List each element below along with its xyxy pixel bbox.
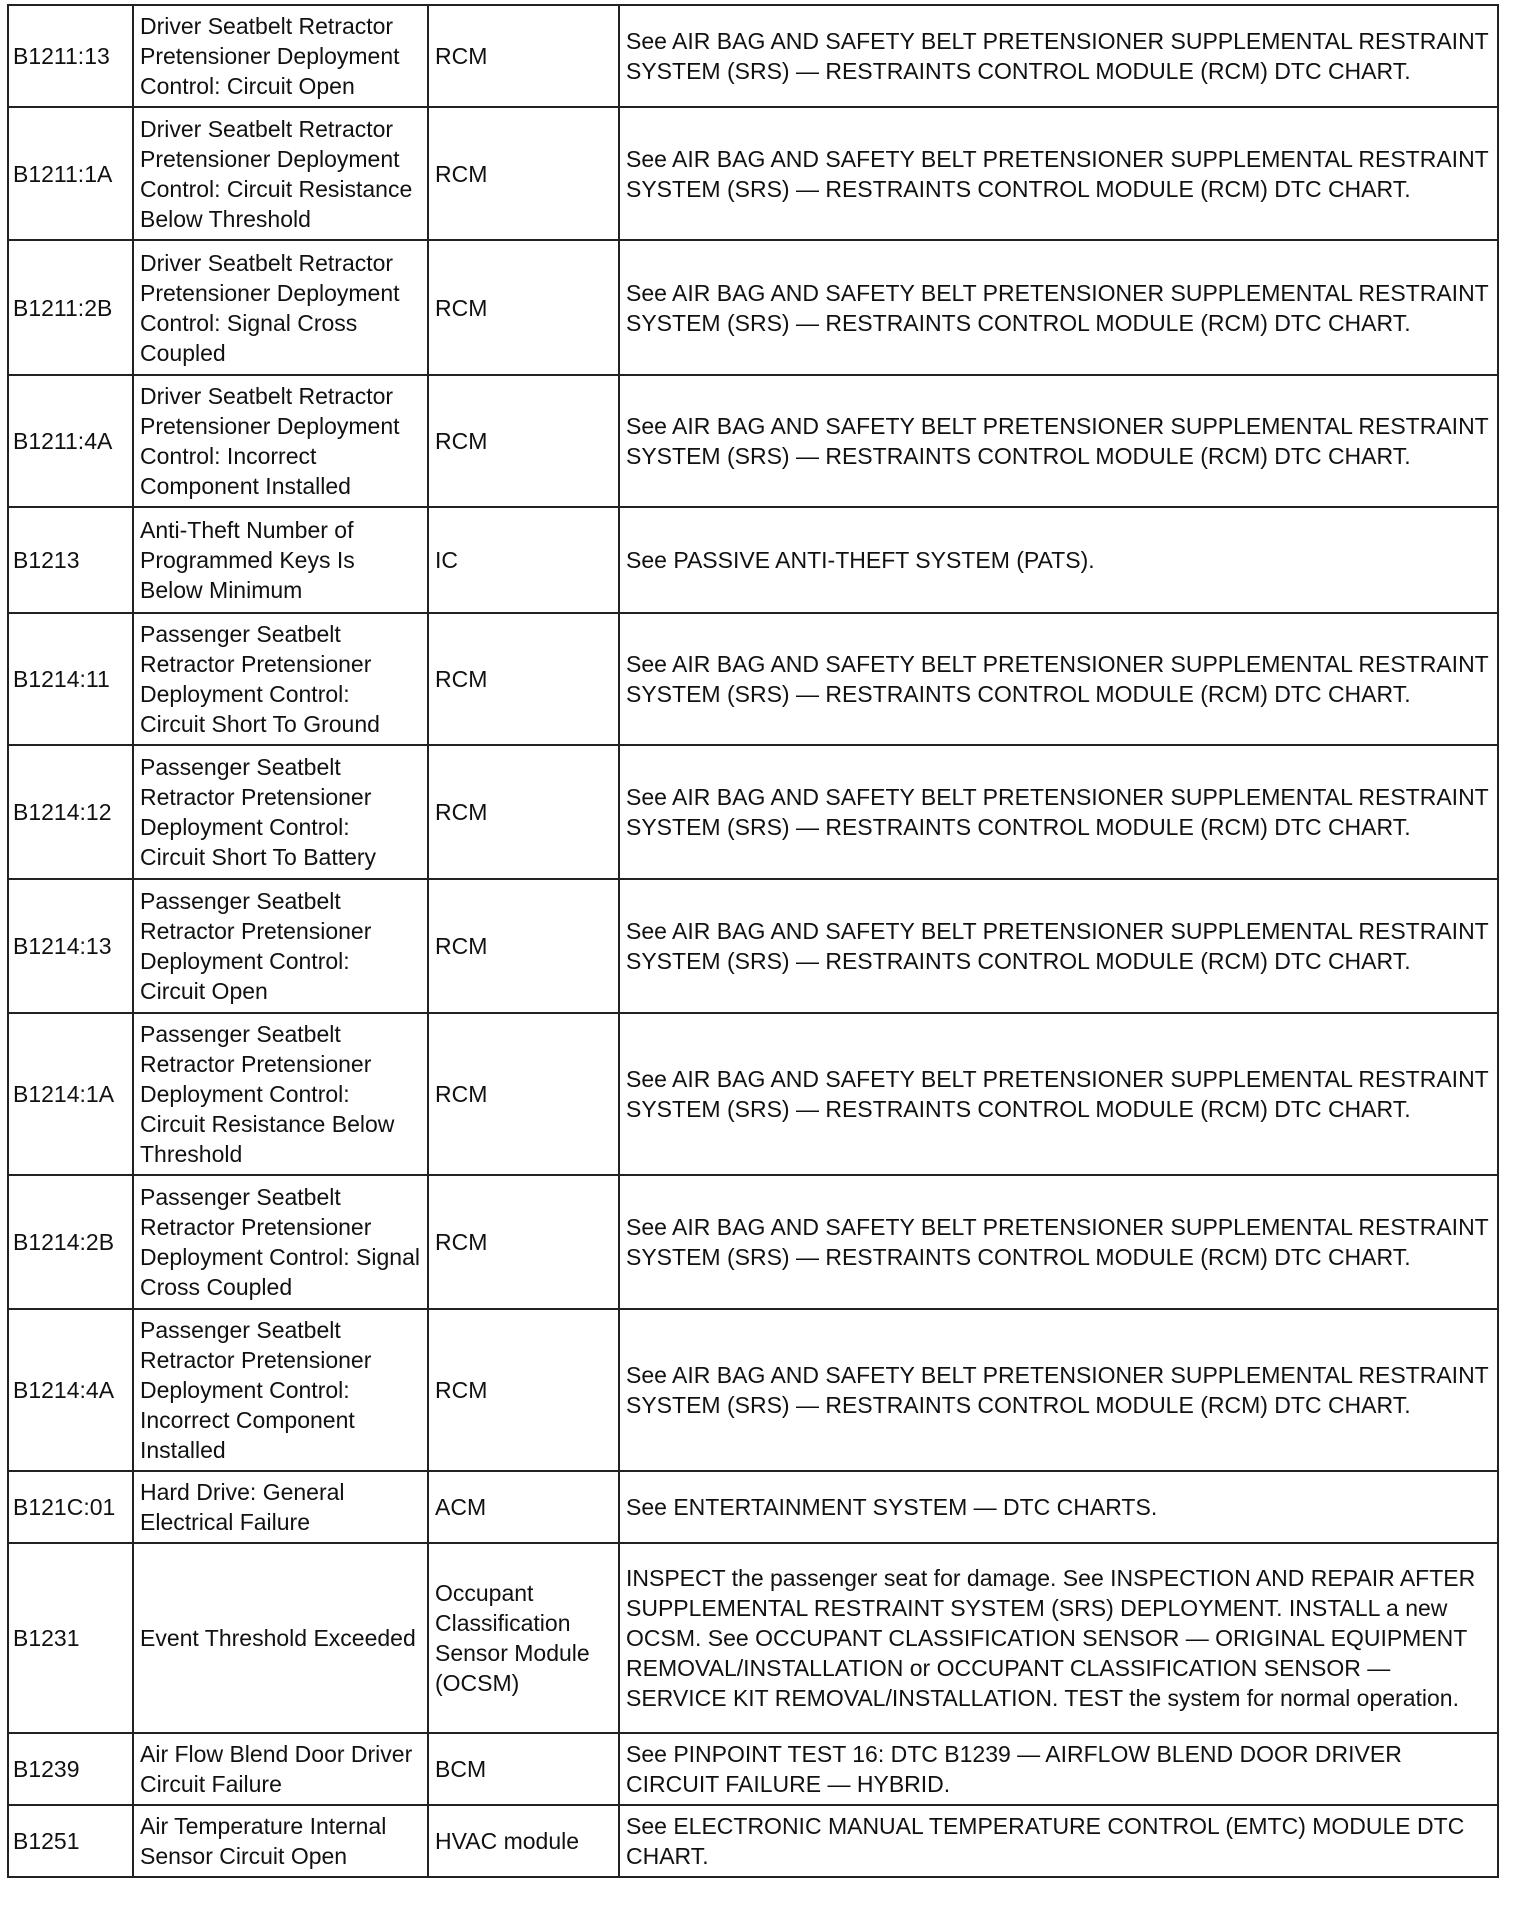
module-cell: RCM bbox=[428, 1013, 619, 1175]
description-cell: Anti-Theft Number of Programmed Keys Is Below Minimum bbox=[133, 507, 428, 613]
action-cell: See AIR BAG AND SAFETY BELT PRETENSIONER SUPPLEMENTAL RESTRAINT SYSTEM (SRS) — RESTRAINTS CONTROL MODULE (RCM) DTC CHART. bbox=[619, 375, 1498, 507]
dtc-code-cell: B1214:2B bbox=[8, 1175, 133, 1309]
module-cell: RCM bbox=[428, 745, 619, 879]
action-cell: See AIR BAG AND SAFETY BELT PRETENSIONER SUPPLEMENTAL RESTRAINT SYSTEM (SRS) — RESTRAINTS CONTROL MODULE (RCM) DTC CHART. bbox=[619, 613, 1498, 745]
table-row bbox=[8, 1805, 1498, 1877]
table-row bbox=[8, 1471, 1498, 1543]
module-cell: RCM bbox=[428, 613, 619, 745]
module-cell: Occupant Classification Sensor Module (OCSM) bbox=[428, 1543, 619, 1733]
table-row bbox=[8, 613, 1498, 745]
action-cell: See PASSIVE ANTI-THEFT SYSTEM (PATS). bbox=[619, 507, 1498, 613]
description-cell: Hard Drive: General Electrical Failure bbox=[133, 1471, 428, 1543]
description-cell: Driver Seatbelt Retractor Pretensioner Deployment Control: Incorrect Component Installed bbox=[133, 375, 428, 507]
dtc-code-cell: B1211:1A bbox=[8, 107, 133, 240]
dtc-code-cell: B1211:13 bbox=[8, 5, 133, 107]
action-cell: INSPECT the passenger seat for damage. See INSPECTION AND REPAIR AFTER SUPPLEMENTAL RESTRAINT SYSTEM (SRS) DEPLOYMENT. INSTALL a new OCSM. See OCCUPANT CLASSIFICATION SENSOR — ORIGINAL EQUIPMENT REMOVAL/INSTALLATION or OCCUPANT CLASSIFICATION SENSOR — SERVICE KIT REMOVAL/INSTALLATION. TEST the system for normal operation. bbox=[619, 1543, 1498, 1733]
description-cell: Passenger Seatbelt Retractor Pretensioner Deployment Control: Circuit Short To Ground bbox=[133, 613, 428, 745]
dtc-code-cell: B1214:11 bbox=[8, 613, 133, 745]
description-cell: Air Flow Blend Door Driver Circuit Failure bbox=[133, 1733, 428, 1805]
module-cell: RCM bbox=[428, 107, 619, 240]
module-cell: IC bbox=[428, 507, 619, 613]
dtc-code-cell: B1239 bbox=[8, 1733, 133, 1805]
description-cell: Driver Seatbelt Retractor Pretensioner Deployment Control: Circuit Resistance Below Threshold bbox=[133, 107, 428, 240]
module-cell: RCM bbox=[428, 1175, 619, 1309]
table-row bbox=[8, 5, 1498, 107]
action-cell: See ELECTRONIC MANUAL TEMPERATURE CONTROL (EMTC) MODULE DTC CHART. bbox=[619, 1805, 1498, 1877]
table-row bbox=[8, 240, 1498, 375]
description-cell: Air Temperature Internal Sensor Circuit Open bbox=[133, 1805, 428, 1877]
description-cell: Driver Seatbelt Retractor Pretensioner Deployment Control: Signal Cross Coupled bbox=[133, 240, 428, 375]
dtc-code-cell: B1214:1A bbox=[8, 1013, 133, 1175]
description-cell: Passenger Seatbelt Retractor Pretensioner Deployment Control: Circuit Resistance Below Threshold bbox=[133, 1013, 428, 1175]
dtc-code-cell: B1211:4A bbox=[8, 375, 133, 507]
table-row bbox=[8, 745, 1498, 879]
description-cell: Passenger Seatbelt Retractor Pretensioner Deployment Control: Circuit Short To Battery bbox=[133, 745, 428, 879]
action-cell: See AIR BAG AND SAFETY BELT PRETENSIONER SUPPLEMENTAL RESTRAINT SYSTEM (SRS) — RESTRAINTS CONTROL MODULE (RCM) DTC CHART. bbox=[619, 879, 1498, 1013]
description-cell: Passenger Seatbelt Retractor Pretensioner Deployment Control: Incorrect Component Installed bbox=[133, 1309, 428, 1471]
table-row bbox=[8, 107, 1498, 240]
table-row bbox=[8, 1733, 1498, 1805]
action-cell: See AIR BAG AND SAFETY BELT PRETENSIONER SUPPLEMENTAL RESTRAINT SYSTEM (SRS) — RESTRAINTS CONTROL MODULE (RCM) DTC CHART. bbox=[619, 5, 1498, 107]
action-cell: See ENTERTAINMENT SYSTEM — DTC CHARTS. bbox=[619, 1471, 1498, 1543]
action-cell: See AIR BAG AND SAFETY BELT PRETENSIONER SUPPLEMENTAL RESTRAINT SYSTEM (SRS) — RESTRAINTS CONTROL MODULE (RCM) DTC CHART. bbox=[619, 1309, 1498, 1471]
dtc-table-body bbox=[8, 5, 1498, 1877]
description-cell: Event Threshold Exceeded bbox=[133, 1543, 428, 1733]
action-cell: See AIR BAG AND SAFETY BELT PRETENSIONER SUPPLEMENTAL RESTRAINT SYSTEM (SRS) — RESTRAINTS CONTROL MODULE (RCM) DTC CHART. bbox=[619, 1013, 1498, 1175]
table-row bbox=[8, 375, 1498, 507]
module-cell: HVAC module bbox=[428, 1805, 619, 1877]
module-cell: RCM bbox=[428, 1309, 619, 1471]
description-cell: Driver Seatbelt Retractor Pretensioner Deployment Control: Circuit Open bbox=[133, 5, 428, 107]
module-cell: BCM bbox=[428, 1733, 619, 1805]
table-row bbox=[8, 1175, 1498, 1309]
action-cell: See AIR BAG AND SAFETY BELT PRETENSIONER SUPPLEMENTAL RESTRAINT SYSTEM (SRS) — RESTRAINTS CONTROL MODULE (RCM) DTC CHART. bbox=[619, 745, 1498, 879]
dtc-code-cell: B1214:13 bbox=[8, 879, 133, 1013]
table-row bbox=[8, 507, 1498, 613]
dtc-table bbox=[7, 4, 1499, 1878]
module-cell: RCM bbox=[428, 879, 619, 1013]
table-row bbox=[8, 879, 1498, 1013]
table-row bbox=[8, 1309, 1498, 1471]
module-cell: ACM bbox=[428, 1471, 619, 1543]
action-cell: See PINPOINT TEST 16: DTC B1239 — AIRFLOW BLEND DOOR DRIVER CIRCUIT FAILURE — HYBRID. bbox=[619, 1733, 1498, 1805]
module-cell: RCM bbox=[428, 240, 619, 375]
dtc-code-cell: B1251 bbox=[8, 1805, 133, 1877]
action-cell: See AIR BAG AND SAFETY BELT PRETENSIONER SUPPLEMENTAL RESTRAINT SYSTEM (SRS) — RESTRAINTS CONTROL MODULE (RCM) DTC CHART. bbox=[619, 107, 1498, 240]
dtc-code-cell: B1231 bbox=[8, 1543, 133, 1733]
dtc-code-cell: B1214:12 bbox=[8, 745, 133, 879]
action-cell: See AIR BAG AND SAFETY BELT PRETENSIONER SUPPLEMENTAL RESTRAINT SYSTEM (SRS) — RESTRAINTS CONTROL MODULE (RCM) DTC CHART. bbox=[619, 1175, 1498, 1309]
action-cell: See AIR BAG AND SAFETY BELT PRETENSIONER SUPPLEMENTAL RESTRAINT SYSTEM (SRS) — RESTRAINTS CONTROL MODULE (RCM) DTC CHART. bbox=[619, 240, 1498, 375]
dtc-code-cell: B121C:01 bbox=[8, 1471, 133, 1543]
description-cell: Passenger Seatbelt Retractor Pretensioner Deployment Control: Circuit Open bbox=[133, 879, 428, 1013]
table-row bbox=[8, 1543, 1498, 1733]
module-cell: RCM bbox=[428, 375, 619, 507]
description-cell: Passenger Seatbelt Retractor Pretensioner Deployment Control: Signal Cross Coupled bbox=[133, 1175, 428, 1309]
dtc-code-cell: B1214:4A bbox=[8, 1309, 133, 1471]
table-row bbox=[8, 1013, 1498, 1175]
dtc-code-cell: B1211:2B bbox=[8, 240, 133, 375]
module-cell: RCM bbox=[428, 5, 619, 107]
dtc-code-cell: B1213 bbox=[8, 507, 133, 613]
